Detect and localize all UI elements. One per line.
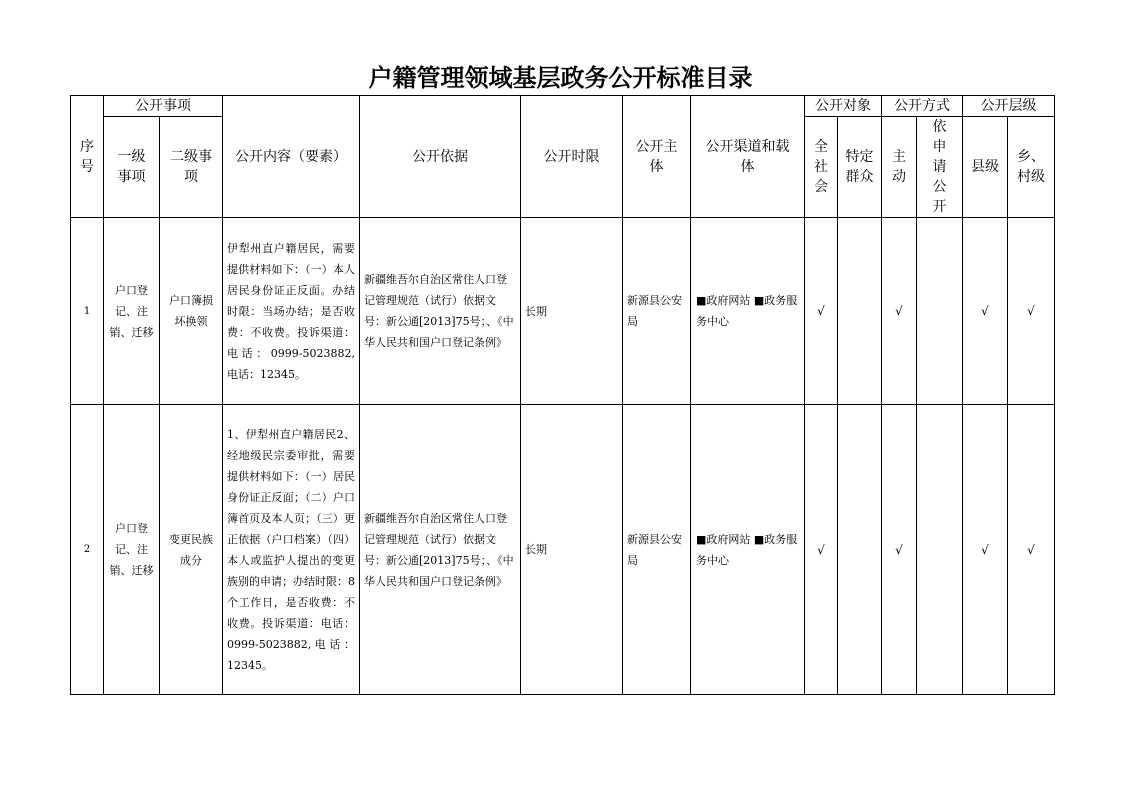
cell-subject: 新源县公安局 bbox=[623, 218, 691, 405]
header-time-limit: 公开时限 bbox=[521, 96, 623, 218]
cell-level-county: √ bbox=[963, 218, 1008, 405]
cell-method-active: √ bbox=[882, 218, 917, 405]
header-level-county: 县级 bbox=[963, 117, 1008, 218]
cell-time-limit: 长期 bbox=[521, 218, 623, 405]
header-method: 公开方式 bbox=[882, 96, 963, 117]
cell-channel: ■政府网站 ■政务服务中心 bbox=[691, 405, 805, 695]
header-level2: 二级事项 bbox=[160, 117, 223, 218]
header-basis: 公开依据 bbox=[360, 96, 521, 218]
page-title: 户籍管理领域基层政务公开标准目录 bbox=[368, 63, 753, 92]
cell-seq: 2 bbox=[71, 405, 104, 695]
header-items: 公开事项 bbox=[104, 96, 223, 117]
header-level-town: 乡、村级 bbox=[1008, 117, 1055, 218]
cell-obj-all: √ bbox=[805, 405, 838, 695]
cell-content: 伊犁州直户籍居民，需要提供材料如下：（一）本人居民身份证正反面。办结时限：当场办结；是否收费：不收费。投诉渠道：电话：0999-5023882,电话：12345。 bbox=[223, 218, 360, 405]
table-row bbox=[71, 405, 1055, 695]
header-object: 公开对象 bbox=[805, 96, 882, 117]
cell-time-limit: 长期 bbox=[521, 405, 623, 695]
header-level1: 一级事项 bbox=[104, 117, 160, 218]
cell-obj-specific bbox=[838, 218, 882, 405]
cell-subject: 新源县公安局 bbox=[623, 405, 691, 695]
cell-level-county: √ bbox=[963, 405, 1008, 695]
header-content: 公开内容（要素） bbox=[223, 96, 360, 218]
header-method-active: 主动 bbox=[882, 117, 917, 218]
cell-level1: 户口登记、注销、迁移 bbox=[104, 218, 160, 405]
cell-method-apply bbox=[917, 405, 963, 695]
header-subject: 公开主体 bbox=[623, 96, 691, 218]
cell-channel: ■政府网站 ■政务服务中心 bbox=[691, 218, 805, 405]
header-obj-all: 全社会 bbox=[805, 117, 838, 218]
header-channel: 公开渠道和载体 bbox=[691, 96, 805, 218]
cell-seq: 1 bbox=[71, 218, 104, 405]
cell-obj-all: √ bbox=[805, 218, 838, 405]
header-obj-specific: 特定群众 bbox=[838, 117, 882, 218]
header-method-apply: 依申请公开 bbox=[917, 117, 963, 218]
cell-obj-specific bbox=[838, 405, 882, 695]
cell-level2: 变更民族成分 bbox=[160, 405, 223, 695]
header-seq: 序号 bbox=[71, 96, 104, 218]
cell-basis: 新疆维吾尔自治区常住人口登记管理规范（试行）依据文号：新公通[2013]75号；、《中华人民共和国户口登记条例》 bbox=[360, 218, 521, 405]
header-level: 公开层级 bbox=[963, 96, 1055, 117]
cell-level2: 户口簿损坏换领 bbox=[160, 218, 223, 405]
catalog-table bbox=[70, 95, 1055, 695]
cell-method-apply bbox=[917, 218, 963, 405]
cell-basis: 新疆维吾尔自治区常住人口登记管理规范（试行）依据文号：新公通[2013]75号；、《中华人民共和国户口登记条例》 bbox=[360, 405, 521, 695]
cell-method-active: √ bbox=[882, 405, 917, 695]
cell-level1: 户口登记、注销、迁移 bbox=[104, 405, 160, 695]
cell-level-town: √ bbox=[1008, 405, 1055, 695]
table-row bbox=[71, 218, 1055, 405]
cell-level-town: √ bbox=[1008, 218, 1055, 405]
cell-content: 1、伊犁州直户籍居民2、经地级民宗委审批，需要提供材料如下：（一）居民身份证正反面；（二）户口簿首页及本人页；（三）更正依据（户口档案）（四）本人或监护人提出的变更族别的申请；办结时限：8个工作日，是否收费：不收费。投诉渠道：电话：0999-5023882,电话：12345。 bbox=[223, 405, 360, 695]
